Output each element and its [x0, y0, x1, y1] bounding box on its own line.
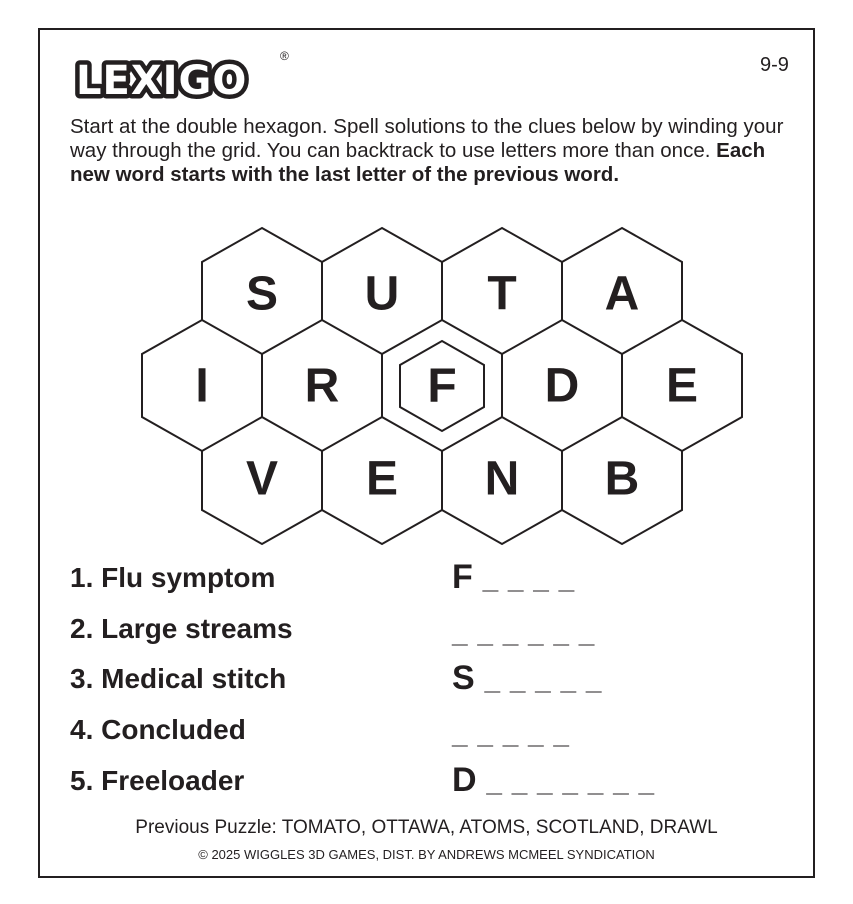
- clue-3-answer[interactable]: [452, 659, 602, 698]
- previous-puzzle-answers: Previous Puzzle: TOMATO, OTTAWA, ATOMS, SCOTLAND, DRAWL: [135, 817, 718, 838]
- hex-letter: E: [665, 359, 699, 413]
- registered-mark: ®: [280, 49, 289, 63]
- clue-1-label: 1. Flu symptom: [70, 562, 276, 593]
- answer-first-letter: D: [452, 761, 478, 799]
- start-hex-letter: F: [427, 359, 457, 413]
- hex-letter: T: [487, 267, 517, 321]
- answer-blanks: _ _ _ _ _: [452, 718, 570, 749]
- instructions-plain: Start at the double hexagon. Spell solutions to the clues below by winding your way through the grid. You can backtrack to use letters more than once.: [70, 115, 784, 162]
- hex-letter: N: [484, 452, 520, 506]
- answer-blanks: _ _ _ _ _ _ _: [486, 766, 656, 797]
- hex-letter: R: [304, 359, 340, 413]
- hex-letter: E: [365, 452, 399, 506]
- hex-letter: I: [195, 359, 209, 413]
- hex-row-2: [142, 320, 742, 451]
- answer-first-letter: S: [452, 659, 476, 697]
- clue-3-label: 3. Medical stitch: [70, 663, 287, 694]
- clue-1-answer[interactable]: [452, 558, 575, 597]
- answer-blanks: _ _ _ _: [482, 563, 576, 594]
- answer-first-letter: F: [452, 558, 474, 596]
- hex-letter: U: [364, 267, 400, 321]
- hex-letter: S: [245, 267, 279, 321]
- answer-blanks: _ _ _ _ _ _: [452, 617, 596, 648]
- clue-2-label: 2. Large streams: [70, 613, 293, 644]
- logo-text: LEXIGO: [76, 58, 248, 104]
- hex-letter: B: [604, 452, 640, 506]
- clue-4-label: 4. Concluded: [70, 714, 246, 745]
- hex-letter: D: [544, 359, 580, 413]
- clue-5-answer[interactable]: [452, 761, 655, 800]
- puzzle-id: 9-9: [760, 54, 789, 76]
- clue-5-label: 5. Freeloader: [70, 765, 245, 796]
- clue-2-answer[interactable]: [452, 612, 595, 651]
- clue-4-answer[interactable]: [452, 713, 570, 752]
- answer-blanks: _ _ _ _ _: [484, 664, 603, 695]
- copyright-line: © 2025 WIGGLES 3D GAMES, DIST. BY ANDREWS MCMEEL SYNDICATION: [198, 847, 655, 862]
- hex-letter: A: [604, 267, 640, 321]
- hex-letter: V: [245, 452, 279, 506]
- instructions-bold: Each new word starts with the last letter of the previous word.: [70, 139, 766, 186]
